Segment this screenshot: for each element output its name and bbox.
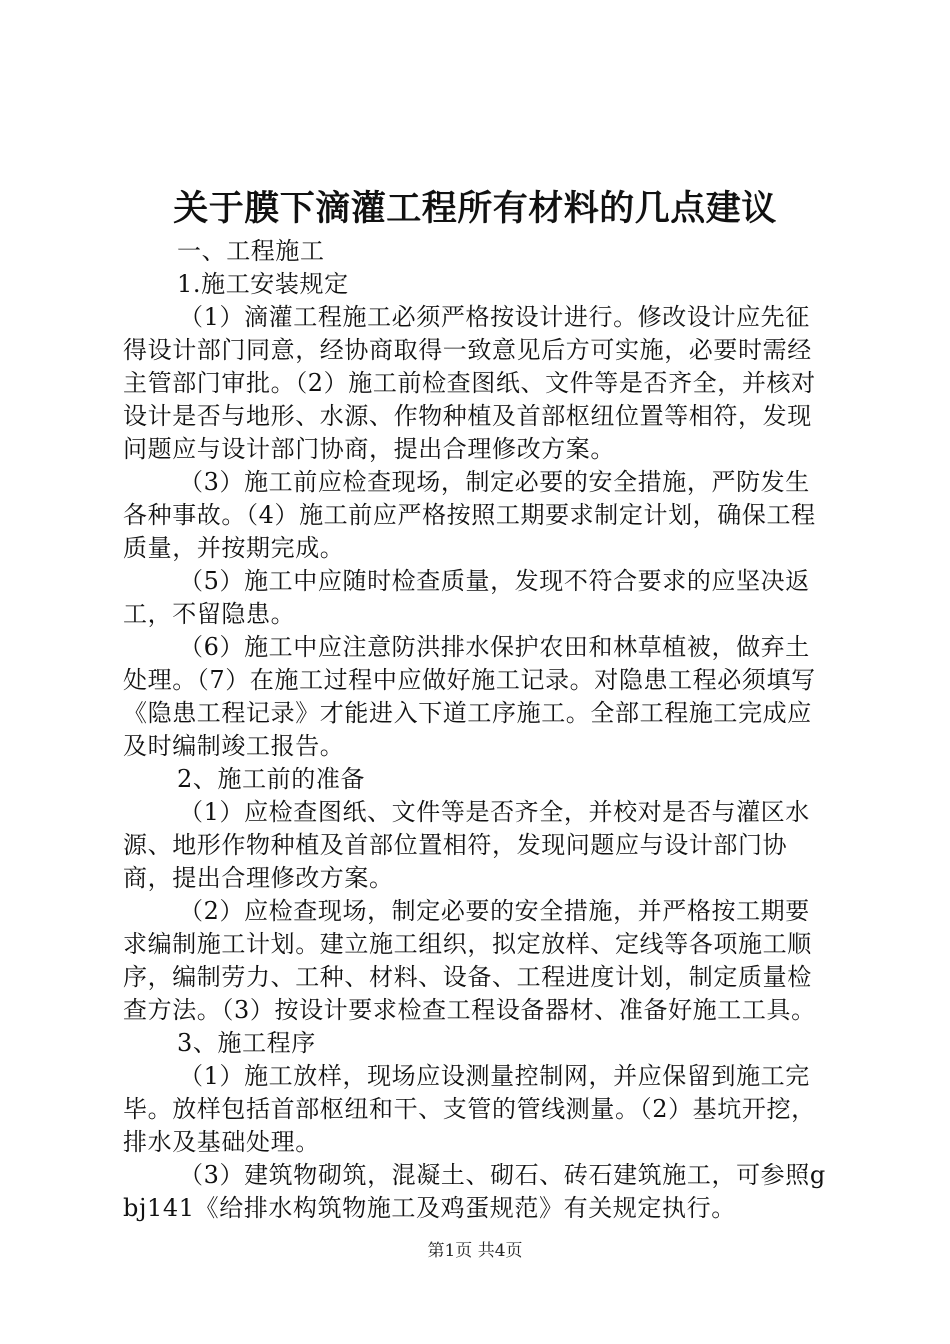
subsection-heading: 3、施工程序: [177, 1029, 316, 1057]
subsection-heading: 2、施工前的准备: [177, 765, 366, 793]
section-heading: 一、工程施工: [177, 237, 325, 265]
paragraph: （3）施工前应检查现场，制定必要的安全措施，严防发生各种事故。（4）施工前应严格按照工期要求制定计划，确保工程质量，并按期完成。: [123, 468, 816, 562]
page-number: 第1页 共4页: [427, 1241, 523, 1261]
paragraph: （5）施工中应随时检查质量，发现不符合要求的应坚决返工，不留隐患。: [123, 567, 810, 628]
paragraph: （1）滴灌工程施工必须严格按设计进行。修改设计应先征得设计部门同意，经协商取得一致意见后方可实施，必要时需经主管部门审批。（2）施工前检查图纸、文件等是否齐全，并核对设计是否与地形、水源、作物种植及首部枢纽位置等相符，发现问题应与设计部门协商，提出合理修改方案。: [123, 303, 816, 463]
paragraph: （3）建筑物砌筑，混凝土、砌石、砖石建筑施工，可参照gbj141《给排水构筑物施工及鸡蛋规范》有关规定执行。: [123, 1161, 826, 1222]
paragraph: （2）应检查现场，制定必要的安全措施，并严格按工期要求编制施工计划。建立施工组织，拟定放样、定线等各项施工顺序，编制劳力、工种、材料、设备、工程进度计划，制定质量检查方法。（3）按设计要求检查工程设备器材、准备好施工工具。: [123, 897, 816, 1024]
subsection-heading: 1.施工安装规定: [177, 270, 349, 298]
paragraph: （1）施工放样，现场应设测量控制网，并应保留到施工完毕。放样包括首部枢纽和干、支管的管线测量。（2）基坑开挖，排水及基础处理。: [123, 1062, 816, 1156]
paragraph: （6）施工中应注意防洪排水保护农田和林草植被，做弃土处理。（7）在施工过程中应做好施工记录。对隐患工程必须填写《隐患工程记录》才能进入下道工序施工。全部工程施工完成应及时编制竣工报告。: [123, 633, 816, 760]
document-body: [123, 235, 833, 1225]
document-title: 关于膜下滴灌工程所有材料的几点建议: [173, 189, 777, 229]
paragraph: （1）应检查图纸、文件等是否齐全，并校对是否与灌区水源、地形作物种植及首部位置相符，发现问题应与设计部门协商，提出合理修改方案。: [123, 798, 810, 892]
